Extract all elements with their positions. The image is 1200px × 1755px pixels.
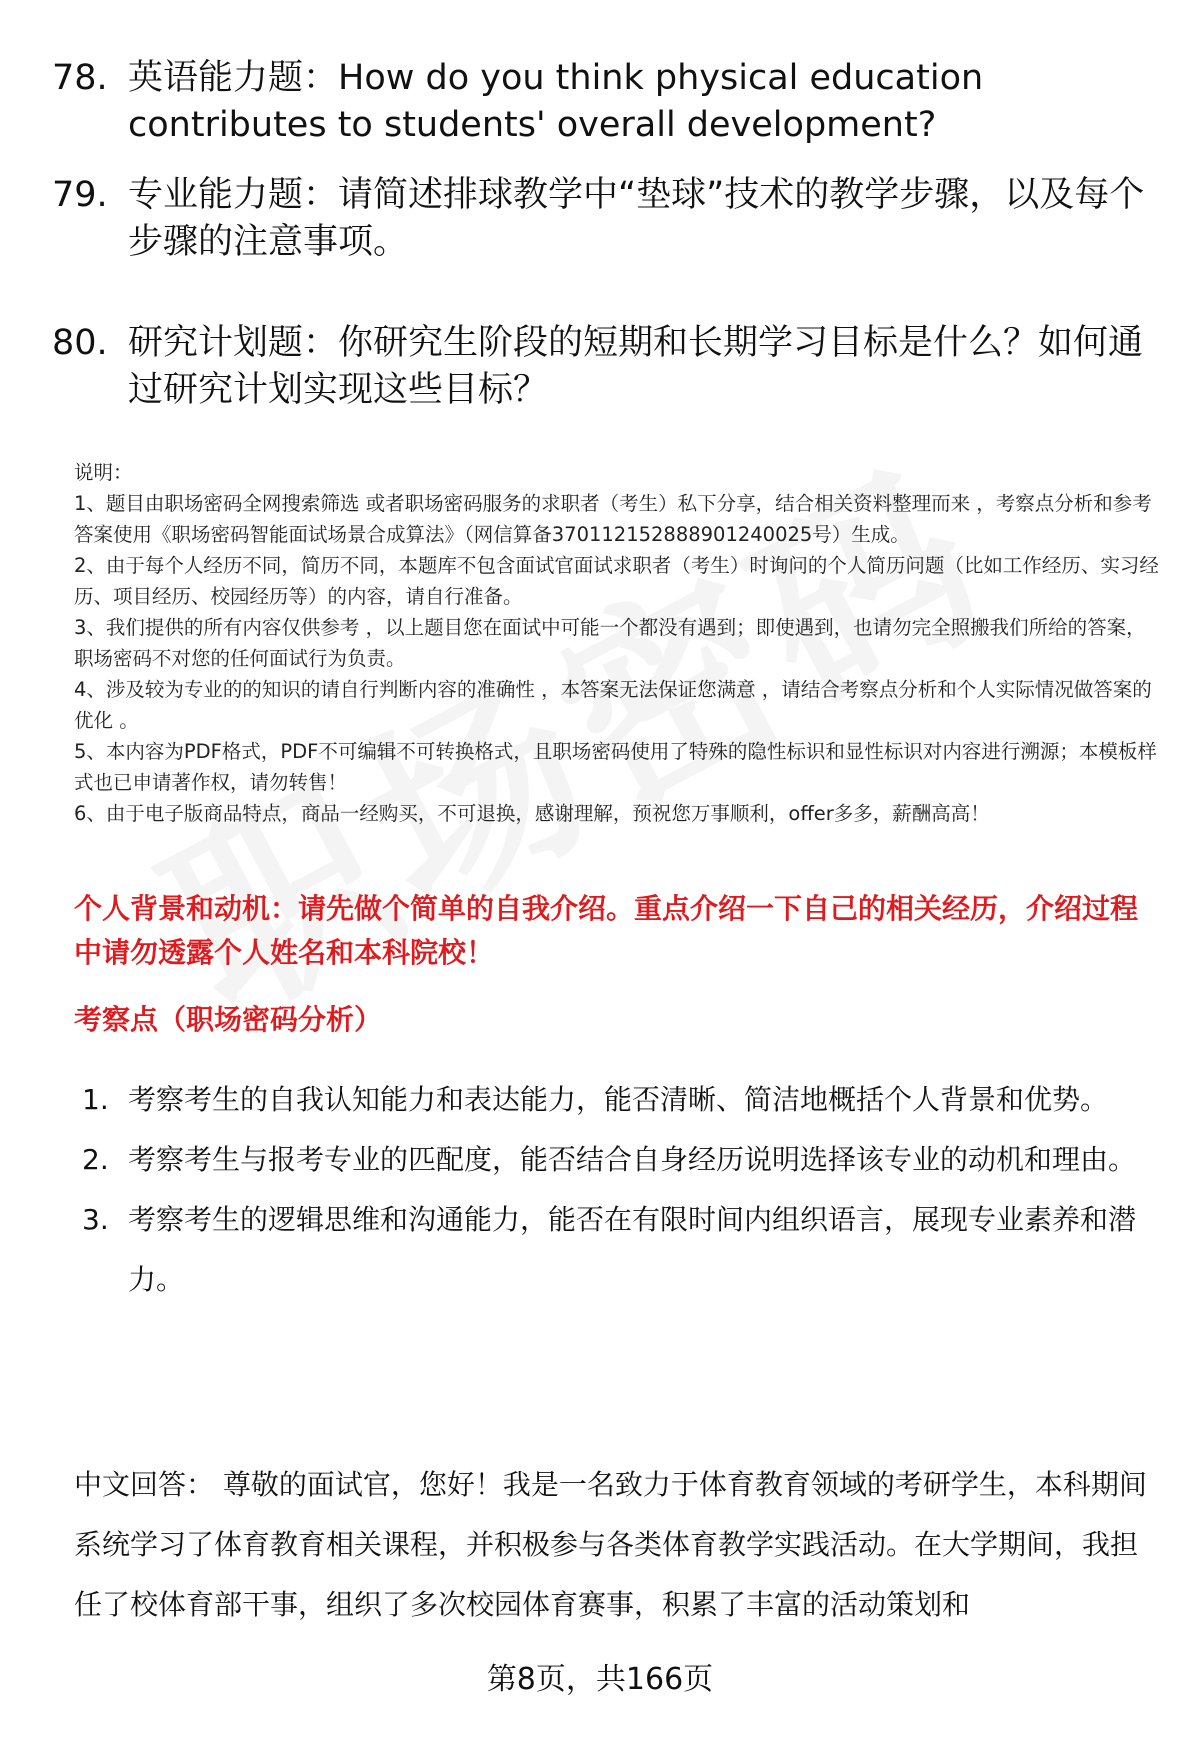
question-number: 78.: [52, 58, 108, 98]
assessment-points-title: 考察点（职场密码分析）: [74, 1003, 383, 1036]
question-text: 研究计划题：你研究生阶段的短期和长期学习目标是什么？如何通过研究计划实现这些目标？: [128, 323, 1144, 410]
list-item-number: 2.: [82, 1143, 109, 1176]
note-item: 3、我们提供的所有内容仅供参考 ，以上题目您在面试中可能一个都没有遇到；即使遇到，也请勿完全照搬我们所给的答案，职场密码不对您的任何面试行为负责。: [74, 616, 1146, 670]
note-item: 6、由于电子版商品特点，商品一经购买，不可退换，感谢理解，预祝您万事顺利，offer多多，薪酬高高！: [74, 802, 990, 825]
question-number: 80.: [52, 323, 108, 363]
list-item: [82, 1190, 1157, 1310]
assessment-points-list: [82, 1070, 1157, 1310]
list-item: [82, 1070, 1157, 1130]
note-item: 4、涉及较为专业的的知识的请自行判断内容的准确性 ，本答案无法保证您满意 ，请结合考察点分析和个人实际情况做答案的优化 。: [74, 678, 1152, 732]
list-item: [82, 1130, 1157, 1190]
note-item: 5、本内容为PDF格式，PDF不可编辑不可转换格式，且职场密码使用了特殊的隐性标识和显性标识对内容进行溯源；本模板样式也已申请著作权，请勿转售！: [74, 740, 1157, 794]
notes-heading: 说明：: [74, 461, 133, 484]
note-item: 2、由于每个人经历不同，简历不同，本题库不包含面试官面试求职者（考生）时询问的个人简历问题（比如工作经历、实习经历、项目经历、校园经历等）的内容，请自行准备。: [74, 554, 1159, 608]
notes-block: [74, 457, 1164, 829]
question-text: 英语能力题：How do you think physical education contributes to students' overall development?: [128, 58, 984, 145]
list-item-number: 3.: [82, 1203, 109, 1236]
question-text: 专业能力题：请简述排球教学中“垫球”技术的教学步骤，以及每个步骤的注意事项。: [128, 175, 1145, 262]
list-item-text: 考察考生与报考专业的匹配度，能否结合自身经历说明选择该专业的动机和理由。: [128, 1143, 1137, 1176]
background-question-title: 个人背景和动机：请先做个简单的自我介绍。重点介绍一下自己的相关经历，介绍过程中请勿透露个人姓名和本科院校！: [74, 892, 1139, 969]
list-item-text: 考察考生的自我认知能力和表达能力，能否清晰、简洁地概括个人背景和优势。: [128, 1083, 1109, 1116]
chinese-answer: 中文回答： 尊敬的面试官，您好！我是一名致力于体育教育领域的考研学生，本科期间系统学习了体育教育相关课程，并积极参与各类体育教学实践活动。在大学期间，我担任了校体育部干事，组织了多次校园体育赛事，积累了丰富的活动策划和: [74, 1468, 1147, 1621]
list-item-text: 考察考生的逻辑思维和沟通能力，能否在有限时间内组织语言，展现专业素养和潜力。: [128, 1203, 1137, 1296]
list-item-number: 1.: [82, 1083, 109, 1116]
page-footer: 第8页，共166页: [486, 1662, 714, 1697]
question-number: 79.: [52, 175, 108, 215]
note-item: 1、题目由职场密码全网搜索筛选 或者职场密码服务的求职者（考生）私下分享，结合相关资料整理而来 ，考察点分析和参考答案使用《职场密码智能面试场景合成算法》（网信算备370112152888901240025号）生成。: [74, 492, 1152, 546]
